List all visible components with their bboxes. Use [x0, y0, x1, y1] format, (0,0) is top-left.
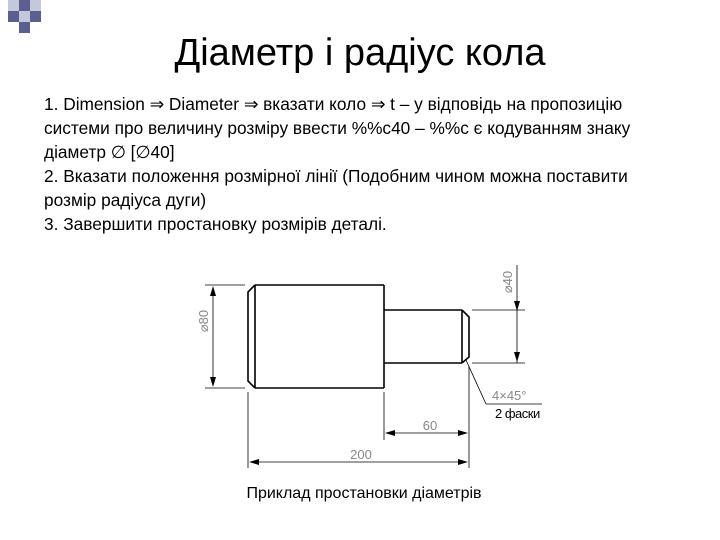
d80-arrow-top: [210, 286, 216, 296]
d200-arrow-left: [249, 459, 259, 465]
instruction-item-1: 1. Dimension ⇒ Diameter ⇒ вказати коло ⇒ t – у відповідь на пропозицію системи про величину розміру ввести %%c40 – %%c є кодуванням знаку діаметр ∅ [∅40]: [44, 94, 631, 162]
instruction-item-3: 3. Завершити простановку розмірів деталі.: [44, 214, 387, 234]
d40-label: ⌀40: [500, 270, 515, 294]
d40-arrow-bottom: [514, 352, 520, 362]
d40-arrow-top: [514, 301, 520, 311]
d80-arrow-bottom: [210, 377, 216, 387]
figure-caption: Приклад простановки діаметрів: [246, 485, 482, 502]
slide-title: Діаметр і радіус кола: [174, 32, 546, 74]
d60-arrow-left: [385, 430, 395, 436]
d80-label: ⌀80: [196, 309, 211, 333]
instruction-item-2: 2. Вказати положення розмірної лінії (Подобним чином можна поставити розмір радіуса дуги): [44, 166, 628, 210]
chamfer-dim-label: 4×45°: [492, 388, 527, 403]
d200-arrow-right: [458, 459, 468, 465]
d60-label: 60: [422, 418, 438, 433]
d200-label: 200: [350, 447, 372, 462]
chamfer-note: 2 фаски: [495, 406, 540, 421]
shaft-right-chamfer: [462, 310, 469, 363]
d60-arrow-right: [458, 430, 468, 436]
shaft-left-chamfer: [248, 285, 255, 388]
